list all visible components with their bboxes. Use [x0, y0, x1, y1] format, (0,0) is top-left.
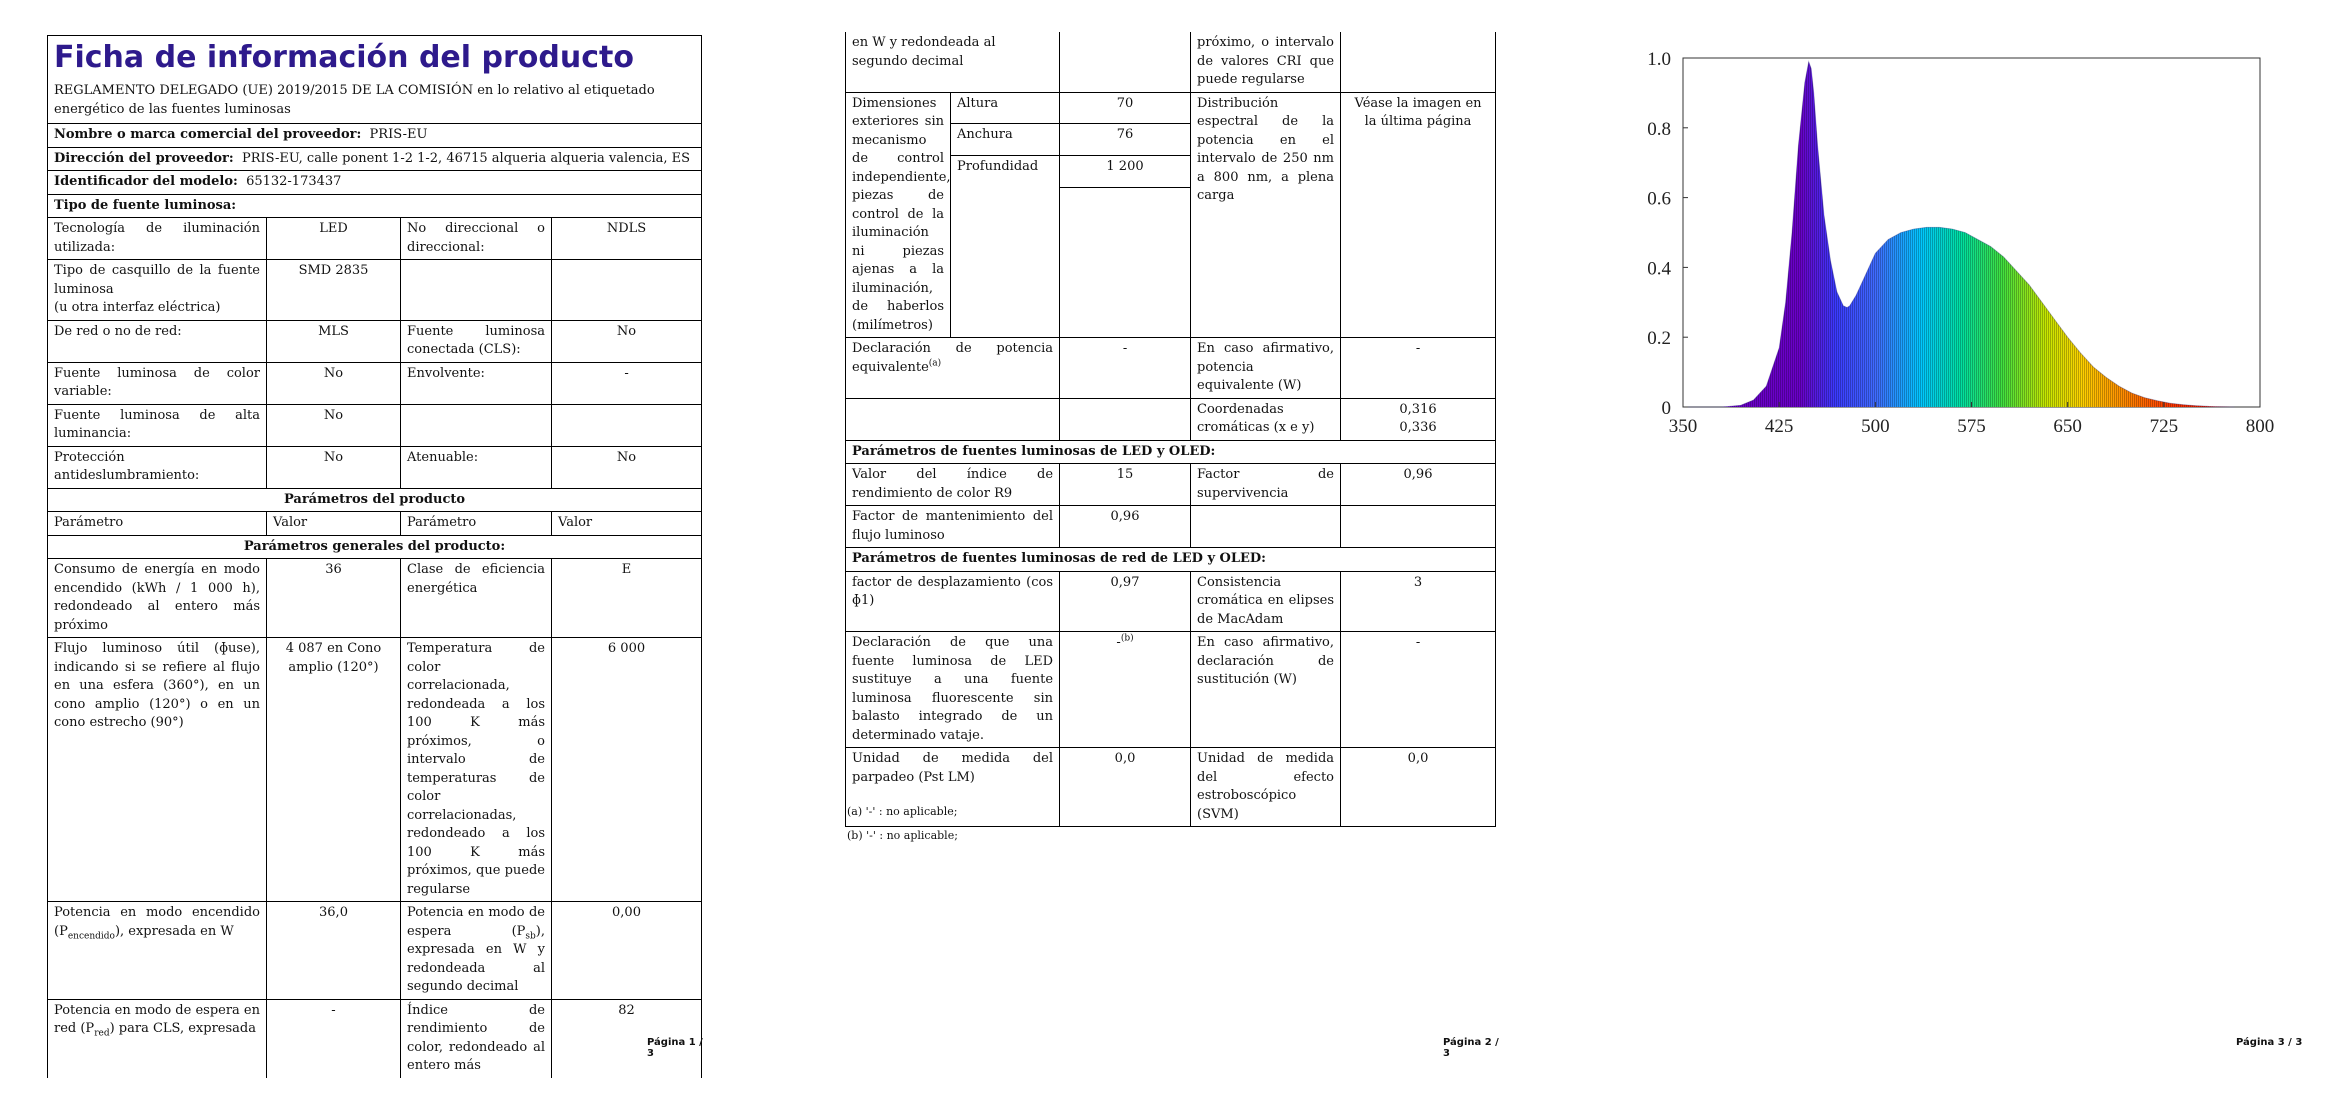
on-power-label: Potencia en modo encendido $(P_{encendido})$, expresada en W: [48, 902, 267, 1000]
footnotes: [847, 800, 958, 848]
width-value: 76: [1060, 124, 1191, 156]
r9-value: 15: [1060, 464, 1191, 506]
tech-label: Tecnología de iluminación utilizada:: [48, 218, 267, 260]
chroma-value: [1341, 398, 1496, 440]
replacement-yes-value: -: [1341, 632, 1496, 748]
page-2: [845, 0, 1505, 1101]
replacement-value: -$^{(b)}$: [1060, 632, 1191, 748]
efficiency-label: Clase de eficiencia energética: [401, 559, 552, 638]
x-tick-label: 725: [2149, 416, 2179, 437]
glare-label: Protección antideslumbramiento:: [48, 446, 267, 488]
cap-value: SMD 2835: [267, 260, 401, 321]
net-standby-value: -: [267, 999, 401, 1078]
height-label: Altura: [951, 92, 1060, 124]
displacement-label: factor de desplazamiento (cos ɸ1): [846, 571, 1060, 632]
dimmable-value: No: [552, 446, 702, 488]
macadam-label: Consistencia cromática en elipses de MacAdam: [1191, 571, 1341, 632]
page-3: [1620, 0, 2320, 1101]
cap-label: Tipo de casquillo de la fuente luminosa (u otra interfaz eléctrica): [48, 260, 267, 321]
x-tick-label: 500: [1861, 416, 1890, 437]
flux-label: Flujo luminoso útil (ɸuse), indicando si se refiere al flujo en una esfera (360°), en un cono amplio (120°) o en un cono estrecho (90°): [48, 638, 267, 902]
dimmable-label: Atenuable:: [401, 446, 552, 488]
chroma-label: Coordenadas cromáticas (x e y): [1191, 398, 1341, 440]
width-label: Anchura: [951, 124, 1060, 156]
params-heading: Parámetros del producto: [48, 488, 702, 512]
supplier-row: Nombre o marca comercial del proveedor: PRIS-EU: [48, 124, 702, 148]
replacement-yes-label: En caso afirmativo, declaración de sustitución (W): [1191, 632, 1341, 748]
flux-value: 4 087 en Cono amplio (120°): [267, 638, 401, 902]
equiv-power-value: -: [1060, 338, 1191, 399]
col-header-value: Valor: [267, 512, 401, 536]
continuation-right: próximo, o intervalo de valores CRI que puede regularse: [1191, 32, 1341, 92]
equiv-yes-label: En caso afirmativo, potencia equivalente (W): [1191, 338, 1341, 399]
standby-power-value: 0,00: [552, 902, 702, 1000]
x-tick-label: 350: [1668, 416, 1698, 437]
colour-label: Fuente luminosa de color variable:: [48, 362, 267, 404]
nondir-label: No direccional o direccional:: [401, 218, 552, 260]
page-title: Ficha de información del producto: [54, 40, 634, 75]
height-value: 70: [1060, 92, 1191, 124]
energy-label: Consumo de energía en modo encendido (kWh / 1 000 h), redondeado al entero más próximo: [48, 559, 267, 638]
depth-value: 1 200: [1060, 156, 1191, 188]
general-params-heading: Parámetros generales del producto:: [48, 535, 702, 559]
flicker-value: 0,0: [1060, 748, 1191, 827]
model-row: Identificador del modelo: 65132-173437: [48, 171, 702, 195]
cri-label: Índice de rendimiento de color, redondeado al entero más: [401, 999, 552, 1078]
page-number: Página 2 / 3: [1443, 1037, 1499, 1059]
stroboscopic-value: 0,0: [1341, 748, 1496, 827]
x-tick-label: 650: [2053, 416, 2082, 437]
product-info-table-p1: [47, 35, 702, 1078]
page-1: [47, 0, 707, 1101]
page-number: Página 1 / 3: [647, 1037, 703, 1059]
mains-value: MLS: [267, 320, 401, 362]
col-header-value: Valor: [552, 512, 702, 536]
product-info-table-p2: [845, 32, 1496, 827]
x-tick-label: 425: [1764, 416, 1794, 437]
footnote-a: (a) '-' : no aplicable;: [847, 805, 958, 818]
y-tick-label: 0.6: [1647, 188, 1671, 210]
x-tick-label: 800: [2245, 416, 2275, 437]
mains-led-params-heading: Parámetros de fuentes luminosas de red de LED y OLED:: [846, 548, 1496, 572]
survival-label: Factor de supervivencia: [1191, 464, 1341, 506]
depth-label: Profundidad: [951, 156, 1060, 188]
y-tick-label: 0.4: [1647, 258, 1671, 280]
led-params-heading: Parámetros de fuentes luminosas de LED y OLED:: [846, 440, 1496, 464]
replacement-label: Declaración de que una fuente luminosa de LED sustituye a una fuente luminosa fluorescente sin balasto integrado de un determinado vataje.: [846, 632, 1060, 748]
spectral-distribution-chart: [1620, 40, 2300, 460]
col-header-param: Parámetro: [401, 512, 552, 536]
standby-power-label: Potencia en modo de espera $(P_{sb})$, expresada en W y redondeada al segundo decimal: [401, 902, 552, 1000]
cct-label: Temperatura de color correlacionada, redondeada a los 100 K más próximos, o intervalo de temperaturas de color correlacionadas, redondeado a los 100 K más próximos, que puede regularse: [401, 638, 552, 902]
cri-value: 82: [552, 999, 702, 1078]
r9-label: Valor del índice de rendimiento de color R9: [846, 464, 1060, 506]
tech-value: LED: [267, 218, 401, 260]
mains-label: De red o no de red:: [48, 320, 267, 362]
cls-label: Fuente luminosa conectada (CLS):: [401, 320, 552, 362]
high-luminance-label: Fuente luminosa de alta luminancia:: [48, 404, 267, 446]
chroma-x: 0,316: [1399, 401, 1437, 417]
nondir-value: NDLS: [552, 218, 702, 260]
dimensions-label: Dimensiones exteriores sin mecanismo de control independiente, piezas de control de la iluminación ni piezas ajenas a la iluminación, de haberlos (milímetros): [846, 92, 951, 338]
maintenance-value: 0,96: [1060, 506, 1191, 548]
glare-value: No: [267, 446, 401, 488]
y-tick-label: 0.2: [1647, 328, 1671, 350]
displacement-value: 0,97: [1060, 571, 1191, 632]
net-standby-label: Potencia en modo de espera en red $(P_{red})$ para CLS, expresada: [48, 999, 267, 1078]
efficiency-value: E: [552, 559, 702, 638]
maintenance-label: Factor de mantenimiento del flujo luminoso: [846, 506, 1060, 548]
col-header-param: Parámetro: [48, 512, 267, 536]
chroma-y: 0,336: [1399, 420, 1437, 435]
on-power-value: 36,0: [267, 902, 401, 1000]
address-row: Dirección del proveedor: PRIS-EU, calle ponent 1-2 1-2, 46715 alqueria alqueria valencia, ES: [48, 147, 702, 171]
spectrum-hatching: [1683, 62, 2234, 408]
envelope-value: -: [552, 362, 702, 404]
macadam-value: 3: [1341, 571, 1496, 632]
page-number: Página 3 / 3: [2236, 1037, 2303, 1048]
survival-value: 0,96: [1341, 464, 1496, 506]
equiv-yes-value: -: [1341, 338, 1496, 399]
supplier-value: PRIS-EU: [369, 127, 428, 142]
model-value: 65132-173437: [246, 174, 342, 189]
high-luminance-value: No: [267, 404, 401, 446]
regulation-text: REGLAMENTO DELEGADO (UE) 2019/2015 DE LA COMISIÓN en lo relativo al etiquetado energético de las fuentes luminosas: [54, 83, 655, 117]
x-tick-label: 575: [1957, 416, 1986, 437]
spd-value: Véase la imagen en la última página: [1341, 92, 1496, 338]
footnote-b: (b) '-' : no aplicable;: [847, 829, 958, 842]
y-tick-label: 1.0: [1647, 49, 1671, 70]
address-value: PRIS-EU, calle ponent 1-2 1-2, 46715 alqueria alqueria valencia, ES: [241, 150, 691, 166]
stroboscopic-label: Unidad de medida del efecto estroboscópico (SVM): [1191, 748, 1341, 827]
equiv-power-label: Declaración de potencia equivalente$^{(a)}$: [846, 338, 1060, 399]
flicker-label: Unidad de medida del parpadeo (Pst LM): [846, 748, 1060, 827]
cct-value: 6 000: [552, 638, 702, 902]
envelope-label: Envolvente:: [401, 362, 552, 404]
cls-value: No: [552, 320, 702, 362]
y-tick-label: 0: [1661, 398, 1671, 419]
continuation-left: en W y redondeada al segundo decimal: [846, 32, 1060, 92]
energy-value: 36: [267, 559, 401, 638]
colour-value: No: [267, 362, 401, 404]
y-tick-label: 0.8: [1647, 118, 1671, 140]
source-type-heading: Tipo de fuente luminosa:: [48, 194, 702, 218]
spd-label: Distribución espectral de la potencia en el intervalo de 250 nm a 800 nm, a plena carga: [1191, 92, 1341, 338]
